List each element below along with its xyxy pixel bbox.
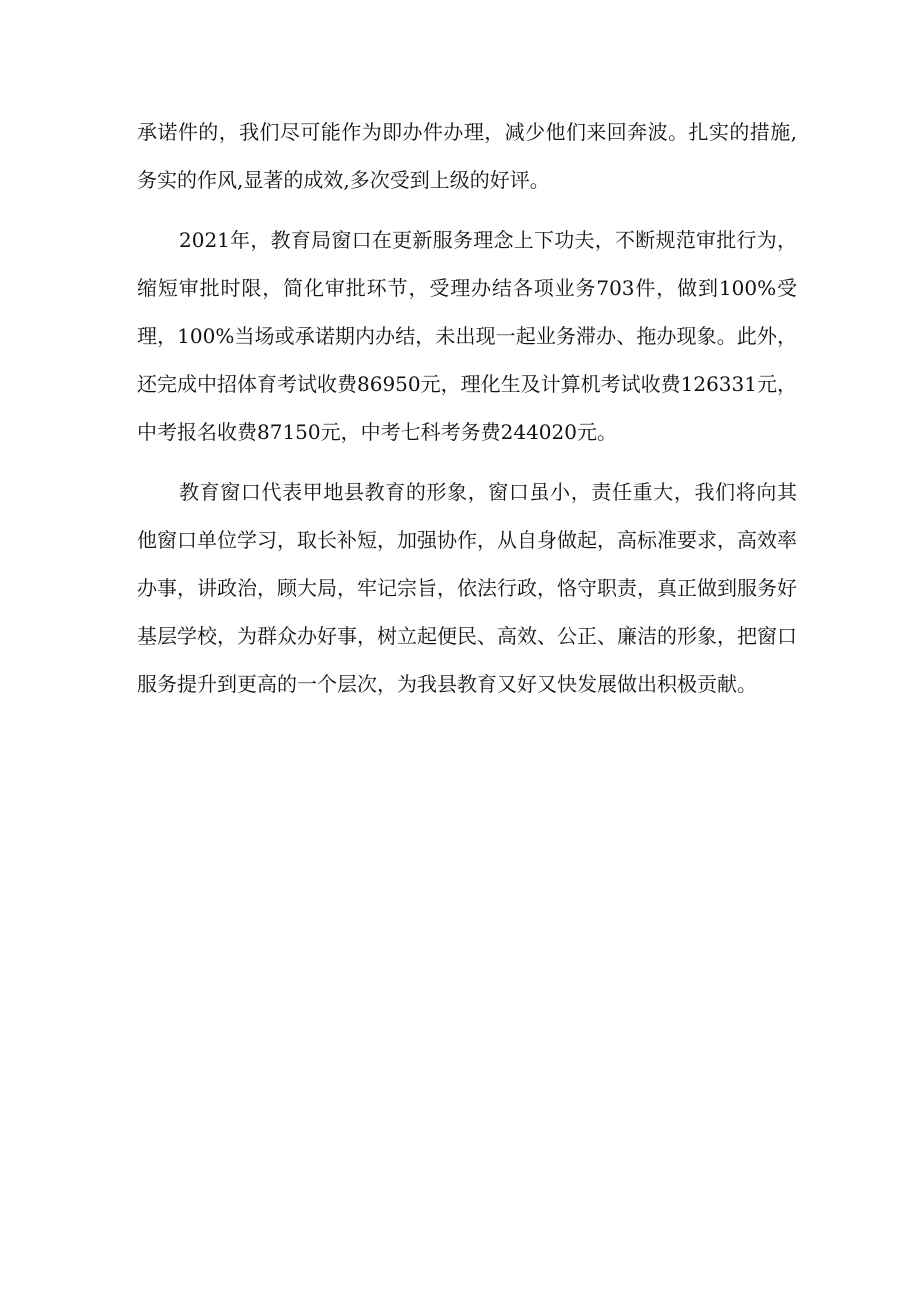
document-body [137, 108, 797, 708]
paragraph-2021-summary: 2021年，教育局窗口在更新服务理念上下功夫，不断规范审批行为，缩短审批时限，简化审批环节，受理办结各项业务703件，做到100%受理，100%当场或承诺期内办结，未出现一起业务滞办、拖办现象。此外，还完成中招体育考试收费86950元，理化生及计算机考试收费126331元，中考报名收费87150元，中考七科考务费244020元。 [137, 228, 797, 444]
paragraph-commitment: 教育窗口代表甲地县教育的形象，窗口虽小，责任重大，我们将向其他窗口单位学习，取长补短，加强协作，从自身做起，高标准要求，高效率办事，讲政治，顾大局，牢记宗旨，依法行政，恪守职责，真正做到服务好基层学校，为群众办好事，树立起便民、高效、公正、廉洁的形象，把窗口服务提升到更高的一个层次，为我县教育又好又快发展做出积极贡献。 [137, 480, 797, 696]
paragraph-continuation: 承诺件的，我们尽可能作为即办件办理，减少他们来回奔波。扎实的措施,务实的作风,显著的成效,多次受到上级的好评。 [137, 120, 797, 192]
